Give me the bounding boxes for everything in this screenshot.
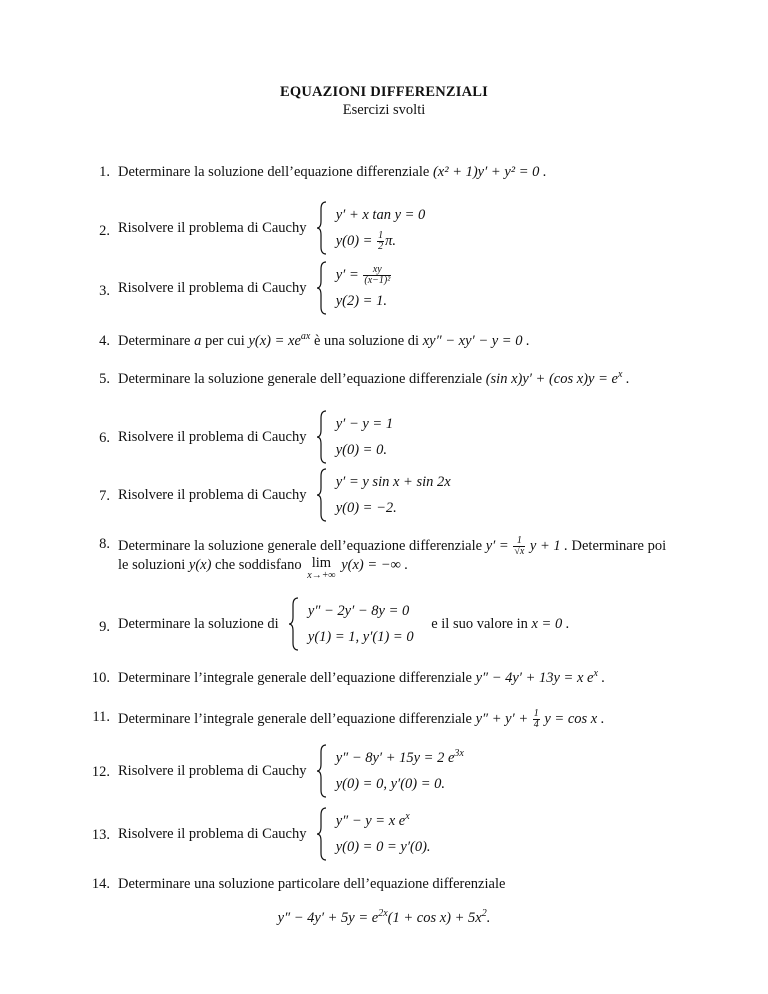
equation-middle: (1 + cos x) + 5x xyxy=(387,910,482,926)
variable: a xyxy=(194,333,202,349)
exercise-14 xyxy=(91,876,506,893)
cauchy-system xyxy=(336,808,431,860)
exponent: x xyxy=(405,811,410,822)
equation-base: y″ − 4y′ + 13y = x e xyxy=(475,670,594,686)
cauchy-system xyxy=(336,262,393,314)
exercise-text: Determinare poi xyxy=(571,537,667,554)
exercise-text: che soddisfano xyxy=(215,557,302,573)
exercise-4 xyxy=(99,331,530,350)
system-line-2: y(2) = 1. xyxy=(335,293,387,309)
exercise-text: Determinare xyxy=(118,333,191,349)
fraction-numerator: 1 xyxy=(533,708,539,719)
exercise-8 xyxy=(99,535,667,557)
exercise-11 xyxy=(92,708,605,730)
display-equation xyxy=(0,910,768,927)
cauchy-system xyxy=(336,745,464,797)
exercise-12 xyxy=(91,744,464,798)
system-line-1 xyxy=(336,808,431,834)
fraction-numerator: 1 xyxy=(513,536,525,547)
exercise-text: Risolvere il problema di Cauchy xyxy=(118,279,307,296)
system-line-2 xyxy=(336,228,426,254)
equation-base: y(x) = xe xyxy=(248,333,301,349)
system-line-1: y′ + x tan y = 0 xyxy=(335,207,426,223)
exercise-number: 9. xyxy=(99,619,110,635)
exponent: x xyxy=(593,668,598,679)
brace-icon xyxy=(316,410,328,464)
variable: y(x) xyxy=(188,557,212,573)
equation xyxy=(475,708,605,730)
equation-start: y″ + y′ + xyxy=(475,710,532,727)
exercise-text: Determinare la soluzione generale dell’equazione differenziale xyxy=(118,537,483,554)
fraction-numerator: 1 xyxy=(378,230,384,242)
exercise-text: Determinare l’integrale generale dell’equazione differenziale xyxy=(118,670,472,686)
system-line-1-start: y′ = xyxy=(335,267,363,283)
exercise-1 xyxy=(99,164,547,181)
fraction-denominator: 2 xyxy=(378,241,384,253)
equation xyxy=(486,371,630,387)
brace-icon xyxy=(316,261,328,315)
system-line-2: y(0) = 0 = y′(0). xyxy=(335,839,431,855)
fraction xyxy=(363,265,391,286)
exercise-text: Determinare una soluzione particolare dell’equazione differenziale xyxy=(118,876,506,892)
fraction-denominator: (x−1)² xyxy=(364,275,391,287)
equation-end: . xyxy=(486,910,491,926)
exercise-10 xyxy=(91,668,606,687)
exercise-number: 13. xyxy=(91,827,110,843)
exercise-text: Determinare la soluzione di xyxy=(118,615,279,632)
exponent: ax xyxy=(300,331,311,342)
brace-icon xyxy=(316,201,328,255)
limit-subscript: x→+∞ xyxy=(307,570,336,581)
system-line-2: y(0) = 0, y′(0) = 0. xyxy=(335,776,446,792)
exercise-number: 11. xyxy=(92,709,110,725)
system-line-1 xyxy=(336,745,464,771)
equation-start: y′ = xyxy=(485,537,513,554)
equation xyxy=(248,333,310,349)
fraction xyxy=(377,231,384,252)
exponent: x xyxy=(617,369,623,380)
equation-start: y″ − 4y′ + 5y = e xyxy=(277,910,379,926)
exercise-text: Determinare la soluzione generale dell’equazione differenziale xyxy=(118,371,483,387)
fraction-denominator: √x xyxy=(514,546,525,557)
equation-end: y = cos x . xyxy=(544,710,605,727)
equation-end: y + 1 . xyxy=(529,537,568,554)
exercise-6 xyxy=(99,410,394,464)
exercise-text: Risolvere il problema di Cauchy xyxy=(118,825,307,842)
system-line-1: y″ − 2y′ − 8y = 0 xyxy=(307,603,410,619)
brace-icon xyxy=(316,744,328,798)
exercise-text: le soluzioni xyxy=(118,557,186,573)
exercise-text: Risolvere il problema di Cauchy xyxy=(118,486,307,503)
equation: x = 0 . xyxy=(531,615,570,632)
equation: (x² + 1)y′ + y² = 0 . xyxy=(432,164,547,180)
exercise-number: 4. xyxy=(99,333,110,349)
exercise-number: 2. xyxy=(99,223,110,239)
system-line-1-base: y″ − y = x e xyxy=(335,813,406,829)
equation-tail: . xyxy=(622,371,630,387)
cauchy-system xyxy=(336,469,451,521)
exercise-number: 1. xyxy=(99,164,110,180)
cauchy-system xyxy=(336,411,393,463)
equation xyxy=(485,535,568,557)
system-line-1: y′ = y sin x + sin 2x xyxy=(335,474,451,490)
equation: xy″ − xy′ − y = 0 . xyxy=(422,333,530,349)
limit xyxy=(307,557,335,581)
system-line-1-base: y″ − 8y′ + 15y = 2 e xyxy=(335,750,455,766)
exercise-8-continuation xyxy=(118,557,408,581)
exercise-number: 8. xyxy=(99,536,110,552)
exercise-number: 14. xyxy=(91,876,110,892)
cauchy-system xyxy=(336,202,426,254)
exercise-text: Determinare la soluzione dell’equazione differenziale xyxy=(118,164,430,180)
cauchy-system xyxy=(308,598,414,650)
exercise-2 xyxy=(99,201,426,255)
exercise-text: Risolvere il problema di Cauchy xyxy=(118,219,307,236)
system-line-2-start: y(0) = xyxy=(335,233,377,249)
exercise-3 xyxy=(99,261,392,315)
exercise-text: è una soluzione di xyxy=(313,333,420,349)
exercise-text: e il suo valore in xyxy=(431,615,528,632)
system-line-2: y(1) = 1, y′(1) = 0 xyxy=(307,629,414,645)
exercise-number: 6. xyxy=(99,430,110,446)
exponent: 2x xyxy=(378,908,388,919)
fraction-denominator: 4 xyxy=(533,719,539,730)
system-line-2: y(0) = −2. xyxy=(335,500,397,516)
system-line-1 xyxy=(336,262,393,288)
brace-icon xyxy=(316,468,328,522)
fraction-numerator: xy xyxy=(363,265,391,276)
exercise-text: Determinare l’integrale generale dell’equazione differenziale xyxy=(118,710,472,727)
equation xyxy=(476,670,606,686)
exercise-number: 5. xyxy=(99,371,110,387)
fraction xyxy=(513,536,525,557)
exercise-text: Risolvere il problema di Cauchy xyxy=(118,762,307,779)
system-line-2-end: π. xyxy=(385,233,396,249)
exercise-number: 10. xyxy=(91,670,110,686)
exponent: 2 xyxy=(481,908,487,919)
system-line-2: y(0) = 0. xyxy=(335,442,387,458)
exercise-text: Risolvere il problema di Cauchy xyxy=(118,428,307,445)
exercise-number: 7. xyxy=(99,488,110,504)
equation-tail: . xyxy=(597,670,606,686)
exercise-7 xyxy=(99,468,451,522)
exercise-number: 3. xyxy=(99,283,110,299)
brace-icon xyxy=(288,597,300,651)
page-subtitle: Esercizi svolti xyxy=(342,102,426,118)
exercise-number: 12. xyxy=(91,764,110,780)
exercise-text: per cui xyxy=(204,333,245,349)
limit-operator: lim xyxy=(311,555,332,571)
exponent: 3x xyxy=(454,748,464,759)
page-title: EQUAZIONI DIFFERENZIALI xyxy=(279,84,489,100)
equation-base: (sin x)y′ + (cos x)y = e xyxy=(485,371,618,387)
system-line-1: y′ − y = 1 xyxy=(335,416,394,432)
fraction xyxy=(533,709,540,730)
exercise-13 xyxy=(91,807,431,861)
exercise-9 xyxy=(99,597,570,651)
equation: y(x) = −∞ . xyxy=(341,557,409,573)
exercise-5 xyxy=(99,369,630,388)
brace-icon xyxy=(316,807,328,861)
